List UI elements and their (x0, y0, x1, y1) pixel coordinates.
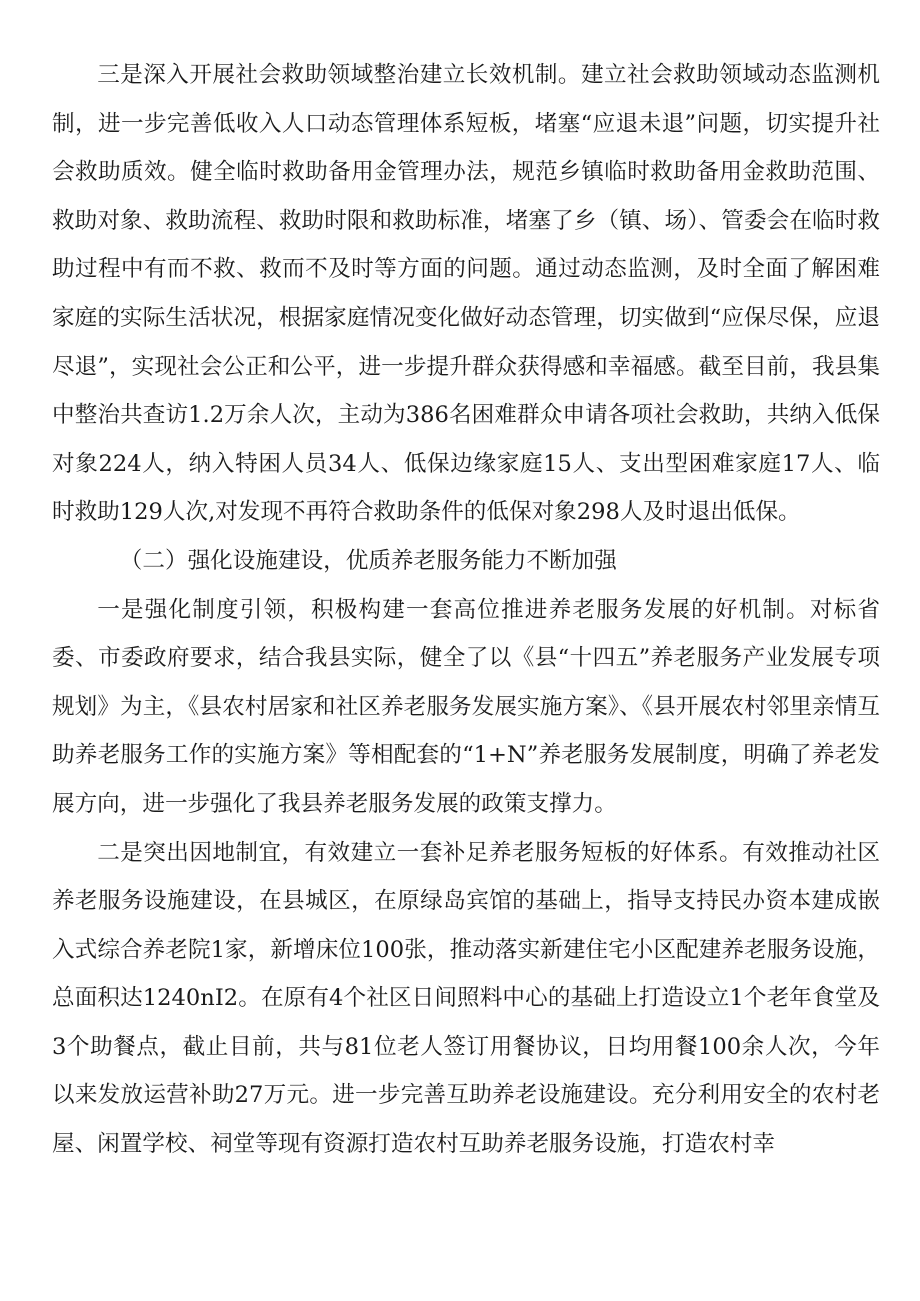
paragraph-social-assistance: 三是深入开展社会救助领域整治建立长效机制。建立社会救助领域动态监测机制，进一步完善低收入人口动态管理体系短板，堵塞“应退未退”问题，切实提升社会救助质效。健全临时救助备用金管理办法，规范乡镇临时救助备用金救助范围、救助对象、救助流程、救助时限和救助标准，堵塞了乡（镇、场）、管委会在临时救助过程中有而不救、救而不及时等方面的问题。通过动态监测，及时全面了解困难家庭的实际生活状况，根据家庭情况变化做好动态管理，切实做到“应保尽保，应退尽退”，实现社会公正和公平，进一步提升群众获得感和幸福感。截至目前，我县集中整治共查访1.2万余人次，主动为386名困难群众申请各项社会救助，共纳入低保对象224人，纳入特困人员34人、低保边缘家庭15人、支出型困难家庭17人、临时救助129人次,对发现不再符合救助条件的低保对象298人及时退出低保。 (52, 62, 880, 526)
section-heading-elderly-care: （二）强化设施建设，优质养老服务能力不断加强 (119, 547, 617, 574)
document-body (52, 51, 880, 1169)
paragraph-local-conditions: 二是突出因地制宜，有效建立一套补足养老服务短板的好体系。有效推动社区养老服务设施建设，在县城区，在原绿岛宾馆的基础上，指导支持民办资本建成嵌入式综合养老院1家，新增床位100张，推动落实新建住宅小区配建养老服务设施，总面积达1240nI2。在原有4个社区日间照料中心的基础上打造设立1个老年食堂及3个助餐点，截止目前，共与81位老人签订用餐协议，日均用餐100余人次，今年以来发放运营补助27万元。进一步完善互助养老设施建设。充分利用安全的农村老屋、闲置学校、祠堂等现有资源打造农村互助养老服务设施，打造农村幸 (52, 839, 880, 1158)
paragraph-institutional-guidance: 一是强化制度引领，积极构建一套高位推进养老服务发展的好机制。对标省委、市委政府要求，结合我县实际，健全了以《县“十四五”养老服务产业发展专项规划》为主，《县农村居家和社区养老服务发展实施方案》、《县开展农村邻里亲情互助养老服务工作的实施方案》等相配套的“1+N”养老服务发展制度，明确了养老发展方向，进一步强化了我县养老服务发展的政策支撑力。 (52, 596, 880, 817)
